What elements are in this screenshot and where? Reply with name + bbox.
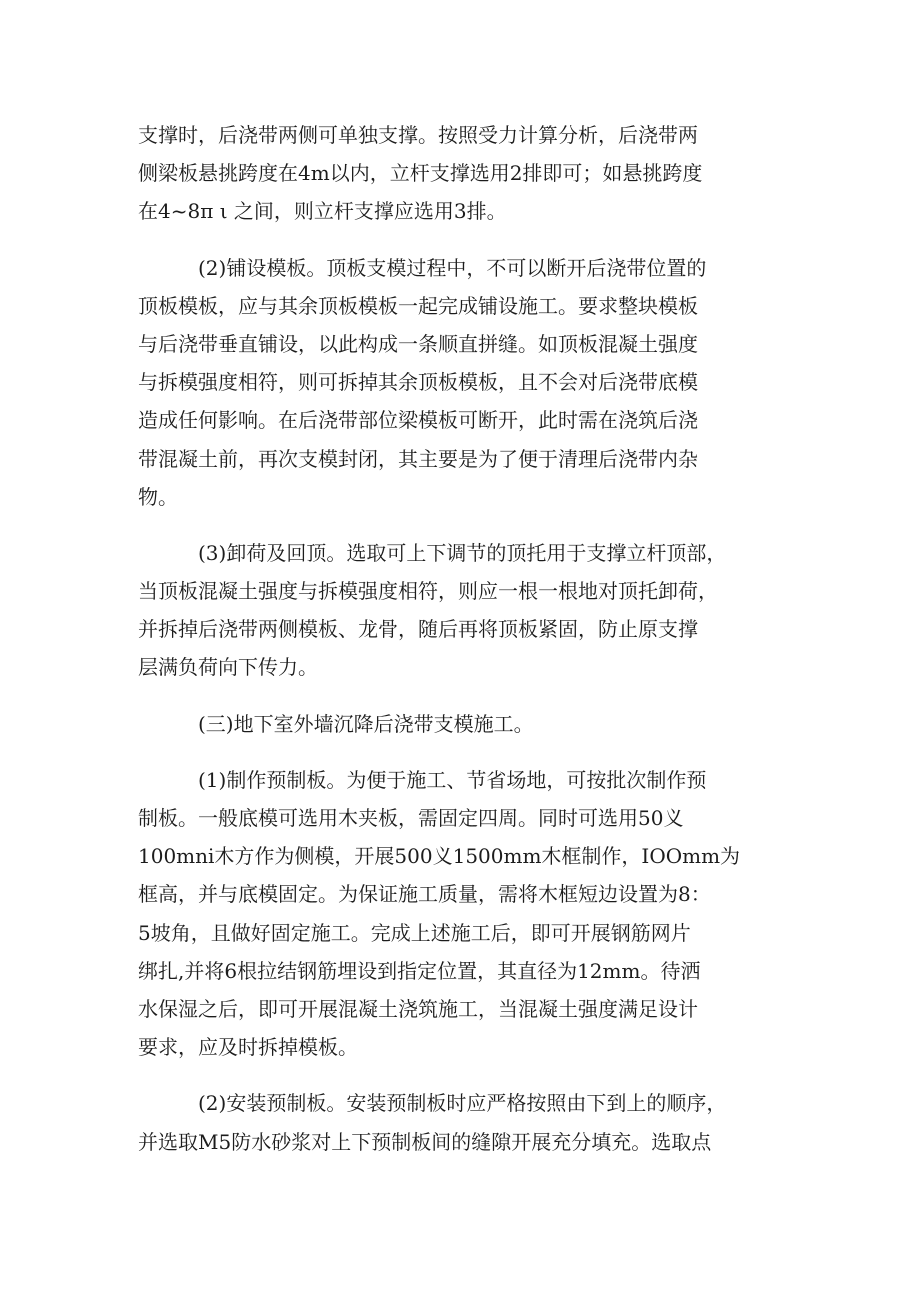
paragraph-p1 <box>138 116 798 231</box>
text-line: 顶板模板，应与其余顶板模板一起完成铺设施工。要求整块模板 <box>138 293 698 318</box>
text-line: (2)安装预制板。安装预制板时应严格按照由下到上的顺序， <box>198 1091 727 1116</box>
paragraph-p5 <box>138 761 798 1067</box>
text-line: (2)铺设模板。顶板支模过程中，不可以断开后浇带位置的 <box>198 255 707 280</box>
text-line: (三)地下室外墙沉降后浇带支模施工。 <box>198 711 534 736</box>
paragraph-p6 <box>138 1084 798 1160</box>
text-line: 5坡角，且做好固定施工。完成上述施工后，即可开展钢筋网片 <box>138 920 691 945</box>
text-line: 绑扎,并将6根拉结钢筋埋设到指定位置，其直径为12mm。待洒 <box>138 958 701 983</box>
text-line: 与后浇带垂直铺设，以此构成一条顺直拼缝。如顶板混凝土强度 <box>138 331 698 356</box>
text-line: 侧梁板悬挑跨度在4m以内，立杆支撑选用2排即可；如悬挑跨度 <box>138 161 703 186</box>
text-line: 当顶板混凝土强度与拆模强度相符，则应一根一根地对顶托卸荷， <box>138 579 718 604</box>
text-line: 并拆掉后浇带两侧模板、龙骨，随后再将顶板紧固，防止原支撑 <box>138 617 698 642</box>
text-line: 带混凝土前，再次支模封闭，其主要是为了便于清理后浇带内杂 <box>138 446 698 471</box>
text-line: 支撑时，后浇带两侧可单独支撑。按照受力计算分析，后浇带两 <box>138 123 698 147</box>
text-line: 造成任何影响。在后浇带部位梁模板可断开，此时需在浇筑后浇 <box>138 408 698 433</box>
paragraph-p2 <box>138 249 798 516</box>
text-line: 框高，并与底模固定。为保证施工质量，需将木框短边设置为8： <box>138 882 711 907</box>
text-line: 水保湿之后，即可开展混凝土浇筑施工，当混凝土强度满足设计 <box>138 996 698 1021</box>
text-line: 并选取M5防水砂浆对上下预制板间的缝隙开展充分填充。选取点 <box>138 1129 712 1154</box>
text-line: 100mni木方作为侧模，开展500义1500mm木框制作，IOOmm为 <box>138 844 741 869</box>
text-line: (3)卸荷及回顶。选取可上下调节的顶托用于支撑立杆顶部， <box>198 540 727 565</box>
text-line: 层满负荷向下传力。 <box>138 655 318 680</box>
paragraph-p3 <box>138 534 798 687</box>
text-line: 与拆模强度相符，则可拆掉其余顶板模板，且不会对后浇带底模 <box>138 370 698 395</box>
text-line: 要求，应及时拆掉模板。 <box>138 1035 358 1060</box>
document-body <box>138 116 798 1179</box>
paragraph-p4 <box>138 705 798 743</box>
text-line: 制板。一般底模可选用木夹板，需固定四周。同时可选用50义 <box>138 806 684 830</box>
text-line: 在4~8π ι 之间，则立杆支撑应选用3排。 <box>138 199 507 224</box>
text-line: 物。 <box>138 484 178 509</box>
text-line: (1)制作预制板。为便于施工、节省场地，可按批次制作预 <box>198 767 707 792</box>
